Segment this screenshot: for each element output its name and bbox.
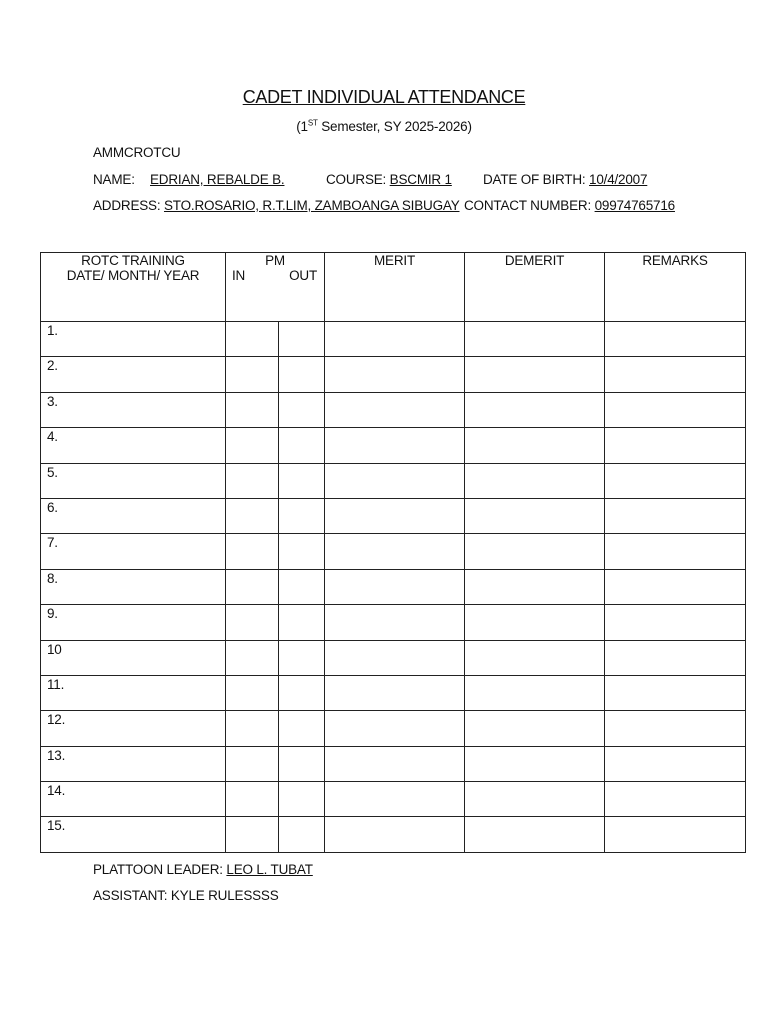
address-label: ADDRESS: <box>93 198 161 213</box>
address-field <box>93 198 460 213</box>
row-date-cell: 1. <box>41 322 226 357</box>
row-demerit-cell <box>465 428 605 463</box>
table-row <box>41 392 746 427</box>
row-demerit-cell <box>465 463 605 498</box>
name-value: EDRIAN, REBALDE B. <box>150 172 285 187</box>
row-date-cell: 7. <box>41 534 226 569</box>
row-demerit-cell <box>465 569 605 604</box>
table-row <box>41 498 746 533</box>
table-row <box>41 746 746 781</box>
row-date-cell: 12. <box>41 711 226 746</box>
form-title: CADET INDIVIDUAL ATTENDANCE <box>242 87 526 107</box>
header-training-date <box>41 253 226 322</box>
row-remarks-cell <box>605 605 746 640</box>
dob-label: DATE OF BIRTH: <box>483 172 586 187</box>
unit-name: AMMCROTCU <box>93 145 181 160</box>
row-in-cell <box>226 428 279 463</box>
leader-label: PLATTOON LEADER: <box>93 862 223 877</box>
row-out-cell <box>279 782 325 817</box>
row-out-cell <box>279 817 325 852</box>
row-demerit-cell <box>465 392 605 427</box>
row-out-cell <box>279 675 325 710</box>
row-merit-cell <box>325 640 465 675</box>
leader-value: LEO L. TUBAT <box>226 862 313 877</box>
header-in-label: IN <box>232 268 246 283</box>
row-remarks-cell <box>605 782 746 817</box>
table-row <box>41 357 746 392</box>
row-in-cell <box>226 640 279 675</box>
attendance-rows <box>41 322 746 853</box>
row-merit-cell <box>325 746 465 781</box>
row-date-cell: 10 <box>41 640 226 675</box>
subtitle-prefix: (1 <box>296 119 308 134</box>
row-demerit-cell <box>465 746 605 781</box>
row-merit-cell <box>325 498 465 533</box>
course-value: BSCMIR 1 <box>389 172 452 187</box>
address-value: STO.ROSARIO, R.T.LIM, ZAMBOANGA SIBUGAY <box>163 198 460 213</box>
row-in-cell <box>226 711 279 746</box>
row-merit-cell <box>325 782 465 817</box>
row-date-cell: 14. <box>41 782 226 817</box>
row-merit-cell <box>325 605 465 640</box>
row-merit-cell <box>325 463 465 498</box>
row-date-cell: 8. <box>41 569 226 604</box>
row-remarks-cell <box>605 640 746 675</box>
row-date-cell: 3. <box>41 392 226 427</box>
row-date-cell: 13. <box>41 746 226 781</box>
assistant-field <box>93 888 279 903</box>
row-in-cell <box>226 498 279 533</box>
row-demerit-cell <box>465 675 605 710</box>
row-remarks-cell <box>605 534 746 569</box>
row-remarks-cell <box>605 463 746 498</box>
row-demerit-cell <box>465 322 605 357</box>
row-out-cell <box>279 357 325 392</box>
row-out-cell <box>279 640 325 675</box>
row-merit-cell <box>325 322 465 357</box>
row-in-cell <box>226 534 279 569</box>
table-row <box>41 675 746 710</box>
row-demerit-cell <box>465 357 605 392</box>
row-merit-cell <box>325 428 465 463</box>
row-merit-cell <box>325 392 465 427</box>
table-row <box>41 569 746 604</box>
row-demerit-cell <box>465 605 605 640</box>
table-header-row <box>41 253 746 322</box>
table-row <box>41 782 746 817</box>
subtitle-suffix: Semester, SY 2025-2026) <box>317 119 472 134</box>
row-remarks-cell <box>605 428 746 463</box>
header-remarks: REMARKS <box>605 253 746 322</box>
assistant-value: KYLE RULESSSS <box>170 888 279 903</box>
row-merit-cell <box>325 534 465 569</box>
table-row <box>41 711 746 746</box>
dob-value: 10/4/2007 <box>589 172 648 187</box>
dob-field <box>483 172 647 187</box>
row-merit-cell <box>325 357 465 392</box>
course-field <box>326 172 452 187</box>
header-pm <box>226 253 325 322</box>
row-out-cell <box>279 534 325 569</box>
row-date-cell: 15. <box>41 817 226 852</box>
row-out-cell <box>279 711 325 746</box>
row-out-cell <box>279 605 325 640</box>
row-date-cell: 9. <box>41 605 226 640</box>
row-date-cell: 5. <box>41 463 226 498</box>
table-row <box>41 640 746 675</box>
header-out-label: OUT <box>289 268 318 283</box>
row-date-cell: 11. <box>41 675 226 710</box>
row-out-cell <box>279 463 325 498</box>
header-merit: MERIT <box>325 253 465 322</box>
header-training-date-line2: DATE/ MONTH/ YEAR <box>66 268 200 283</box>
row-remarks-cell <box>605 498 746 533</box>
row-remarks-cell <box>605 569 746 604</box>
row-out-cell <box>279 498 325 533</box>
row-demerit-cell <box>465 817 605 852</box>
row-remarks-cell <box>605 817 746 852</box>
row-in-cell <box>226 605 279 640</box>
row-out-cell <box>279 746 325 781</box>
assistant-label: ASSISTANT: <box>93 888 168 903</box>
row-in-cell <box>226 392 279 427</box>
form-subtitle <box>0 119 768 134</box>
row-remarks-cell <box>605 746 746 781</box>
row-in-cell <box>226 357 279 392</box>
header-demerit: DEMERIT <box>465 253 605 322</box>
course-label: COURSE: <box>326 172 387 187</box>
row-merit-cell <box>325 569 465 604</box>
contact-label: CONTACT NUMBER: <box>464 198 592 213</box>
row-remarks-cell <box>605 357 746 392</box>
header-pm-label: PM <box>265 253 285 268</box>
row-merit-cell <box>325 817 465 852</box>
row-in-cell <box>226 782 279 817</box>
row-remarks-cell <box>605 322 746 357</box>
contact-value: 09974765716 <box>594 198 675 213</box>
row-merit-cell <box>325 675 465 710</box>
row-out-cell <box>279 428 325 463</box>
header-training-date-line1: ROTC TRAINING <box>81 253 185 268</box>
attendance-table <box>40 252 746 853</box>
subtitle-superscript: ST <box>307 118 318 128</box>
table-row <box>41 534 746 569</box>
row-demerit-cell <box>465 640 605 675</box>
table-row <box>41 322 746 357</box>
table-row <box>41 817 746 852</box>
row-in-cell <box>226 322 279 357</box>
row-remarks-cell <box>605 675 746 710</box>
row-demerit-cell <box>465 534 605 569</box>
row-date-cell: 6. <box>41 498 226 533</box>
row-out-cell <box>279 569 325 604</box>
row-remarks-cell <box>605 711 746 746</box>
table-row <box>41 605 746 640</box>
row-in-cell <box>226 569 279 604</box>
row-date-cell: 2. <box>41 357 226 392</box>
table-row <box>41 463 746 498</box>
row-demerit-cell <box>465 711 605 746</box>
row-in-cell <box>226 463 279 498</box>
name-label: NAME: <box>93 172 135 187</box>
row-in-cell <box>226 675 279 710</box>
row-in-cell <box>226 746 279 781</box>
table-row <box>41 428 746 463</box>
row-remarks-cell <box>605 392 746 427</box>
row-out-cell <box>279 322 325 357</box>
row-in-cell <box>226 817 279 852</box>
row-demerit-cell <box>465 782 605 817</box>
row-demerit-cell <box>465 498 605 533</box>
row-merit-cell <box>325 711 465 746</box>
contact-field <box>464 198 675 213</box>
platoon-leader-field <box>93 862 313 877</box>
row-date-cell: 4. <box>41 428 226 463</box>
row-out-cell <box>279 392 325 427</box>
